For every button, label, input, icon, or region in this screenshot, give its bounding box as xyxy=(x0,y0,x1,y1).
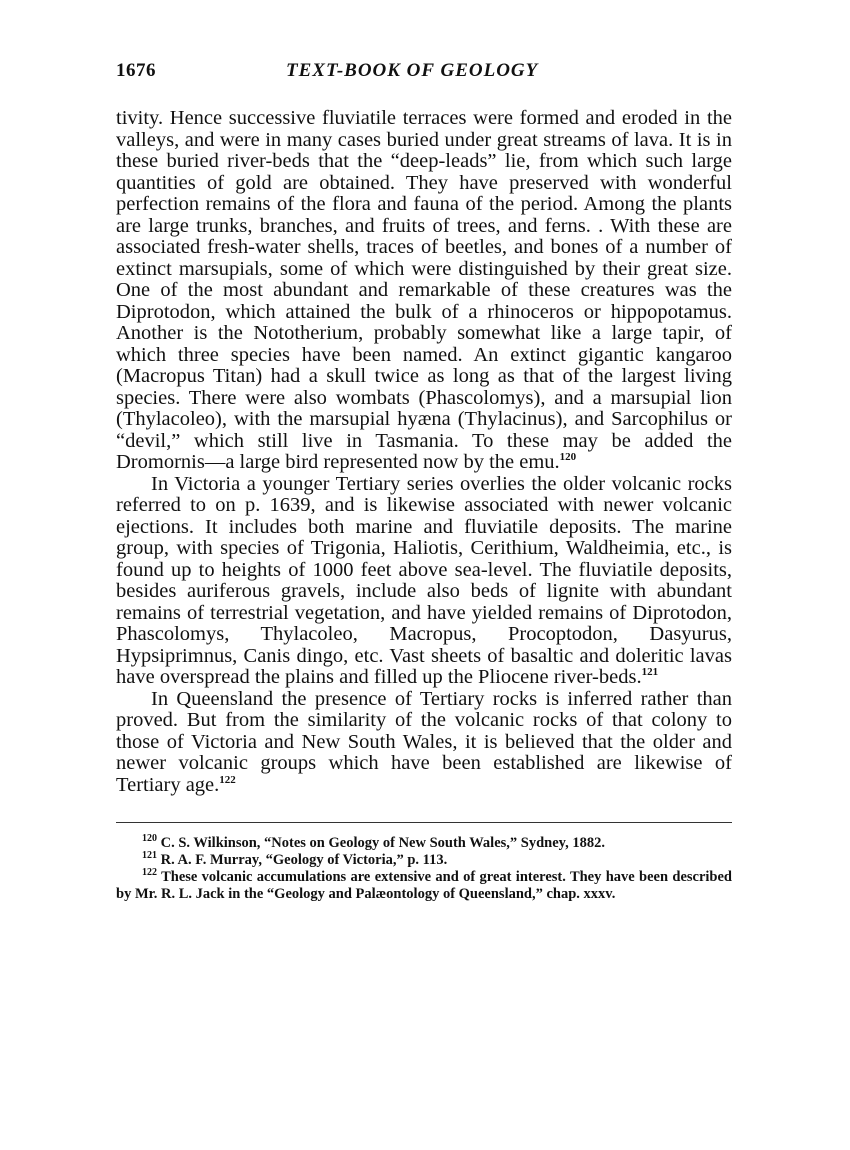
body-text xyxy=(116,108,732,796)
running-title: TEXT-BOOK OF GEOLOGY xyxy=(286,60,539,81)
paragraph-text: In Victoria a younger Tertiary series overlies the older volcanic rocks referred to on p. 1639, and is likewise associated with newer volcanic ejections. It includes both marine and fluviatile deposits. The marine group, with species of Trigonia, Haliotis, Cerithium, Waldheimia, etc., is found up to heights of 1000 feet above sea-level. The fluviatile deposits, besides auriferous gravels, include also beds of lignite with abundant remains of terrestrial vegetation, and have yielded remains of Diprotodon, Phascolomys, Thylacoleo, Macropus, Procoptodon, Dasyurus, Hypsiprimnus, Canis dingo, etc. Vast sheets of basaltic and doleritic lavas have overspread the plains and filled up the Pliocene river-beds. xyxy=(116,472,732,688)
paragraph-queensland xyxy=(116,689,732,797)
footnote-120 xyxy=(116,835,732,852)
footnote-text: These volcanic accumulations are extensive and of great interest. They have been described by Mr. R. L. Jack in the “Geology and Palæontology of Queensland,” chap. xxxv. xyxy=(116,869,732,902)
footnote-reference: 120 xyxy=(559,451,577,464)
paragraph-text: In Queensland the presence of Tertiary rocks is inferred rather than proved. But from the similarity of the volcanic rocks of that colony to those of Victoria and New South Wales, it is believed that the older and newer volcanic groups which have been established are likewise of Tertiary age. xyxy=(116,687,732,796)
book-page xyxy=(116,56,732,903)
paragraph-victoria xyxy=(116,474,732,689)
footnote-122 xyxy=(116,869,732,903)
footnotes xyxy=(116,835,732,903)
footnote-121 xyxy=(116,852,732,869)
paragraph-text: tivity. Hence successive fluviatile terraces were formed and eroded in the valleys, and were in many cases buried under great streams of lava. It is in these buried river-beds that the “deep-leads” lie, from which such large quantities of gold are obtained. They have preserved with wonderful perfection remains of the flora and fauna of the period. Among the plants are large trunks, branches, and fruits of trees, and ferns. . With these are associated fresh-water shells, traces of beetles, and bones of a number of extinct marsupials, some of which were distinguished by their great size. One of the most abundant and remarkable of these creatures was the Diprotodon, which attained the bulk of a rhinoceros or hippopotamus. Another is the Nototherium, probably somewhat like a large tapir, of which three species have been named. An extinct gigantic kangaroo (Macropus Titan) had a skull twice as long as that of the largest living species. There were also wombats (Phascolomys), and a marsupial lion (Thylacoleo), with the marsupial hyæna (Thylacinus), and Sarcophilus or “devil,” which still live in Tasmania. To these may be added the Dromornis—a large bird represented now by the emu. xyxy=(116,107,732,473)
running-head xyxy=(116,56,732,86)
footnote-mark: 121 xyxy=(142,850,157,862)
footnote-reference: 122 xyxy=(219,773,236,786)
footnote-divider xyxy=(116,822,732,823)
footnote-reference: 121 xyxy=(641,666,659,679)
footnote-mark: 120 xyxy=(142,833,157,845)
footnote-text: R. A. F. Murray, “Geology of Victoria,” p. 113. xyxy=(160,852,448,868)
footnote-mark: 122 xyxy=(142,867,157,879)
page-number: 1676 xyxy=(116,60,156,81)
paragraph-deep-leads xyxy=(116,108,732,474)
footnote-text: C. S. Wilkinson, “Notes on Geology of New South Wales,” Sydney, 1882. xyxy=(160,835,605,851)
